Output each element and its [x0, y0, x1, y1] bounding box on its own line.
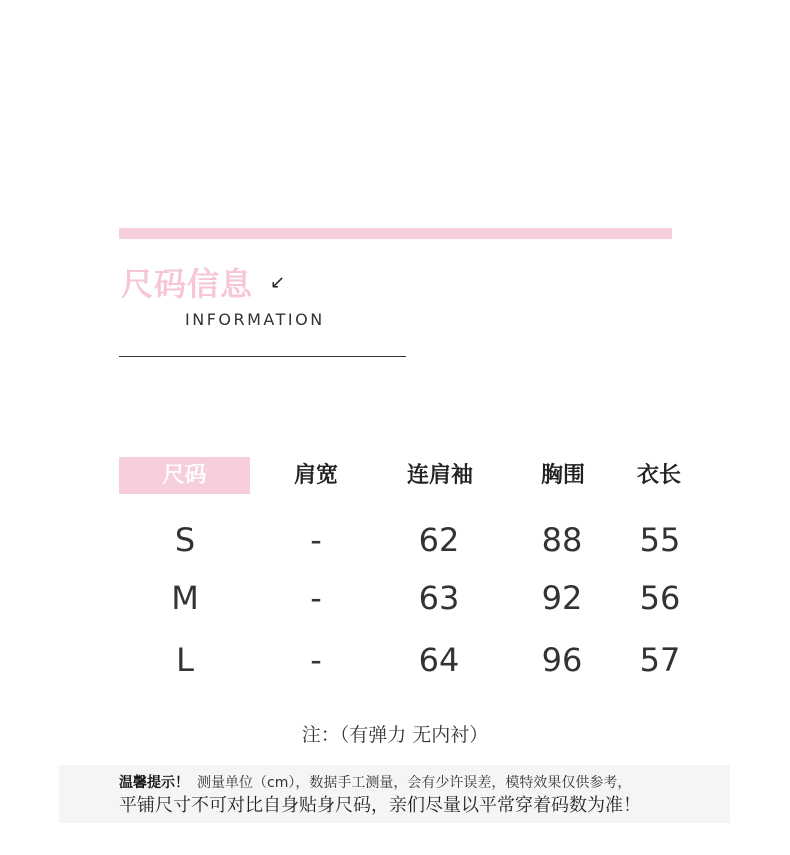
- tip-line-1: [119, 773, 631, 793]
- tip-text-1: 测量单位（cm），数据手工测量，会有少许误差，模特效果仅供参考，: [197, 775, 632, 791]
- table-cell: 56: [639, 579, 681, 617]
- fabric-note: 注：（有弹力 无内衬）: [301, 724, 489, 746]
- table-cell: 63: [418, 579, 460, 617]
- section-subtitle: INFORMATION: [185, 310, 325, 329]
- tip-line-2: 平铺尺寸不可对比自身贴身尺码，亲们尽量以平常穿着码数为准！: [119, 795, 641, 816]
- table-cell: 92: [541, 579, 583, 617]
- tip-label: 温馨提示！: [119, 775, 189, 791]
- table-cell: -: [310, 579, 322, 617]
- header-chest: 胸围: [540, 463, 585, 488]
- arrow-down-left-icon: ↙: [270, 272, 286, 293]
- table-cell: M: [171, 579, 199, 617]
- table-cell: L: [176, 641, 194, 679]
- table-cell: S: [174, 521, 196, 559]
- table-cell: 55: [639, 521, 681, 559]
- header-sleeve: 连肩袖: [406, 463, 473, 488]
- table-cell: 62: [418, 521, 460, 559]
- table-cell: 88: [541, 521, 583, 559]
- table-cell: 57: [639, 641, 681, 679]
- header-length: 衣长: [636, 463, 681, 488]
- tip-box: [59, 765, 730, 823]
- table-cell: 64: [418, 641, 460, 679]
- section-title: 尺码信息: [121, 265, 254, 303]
- header-shoulder: 肩宽: [293, 463, 338, 488]
- table-cell: -: [310, 521, 322, 559]
- table-cell: 96: [541, 641, 583, 679]
- header-size: 尺码: [119, 457, 250, 494]
- table-cell: -: [310, 641, 322, 679]
